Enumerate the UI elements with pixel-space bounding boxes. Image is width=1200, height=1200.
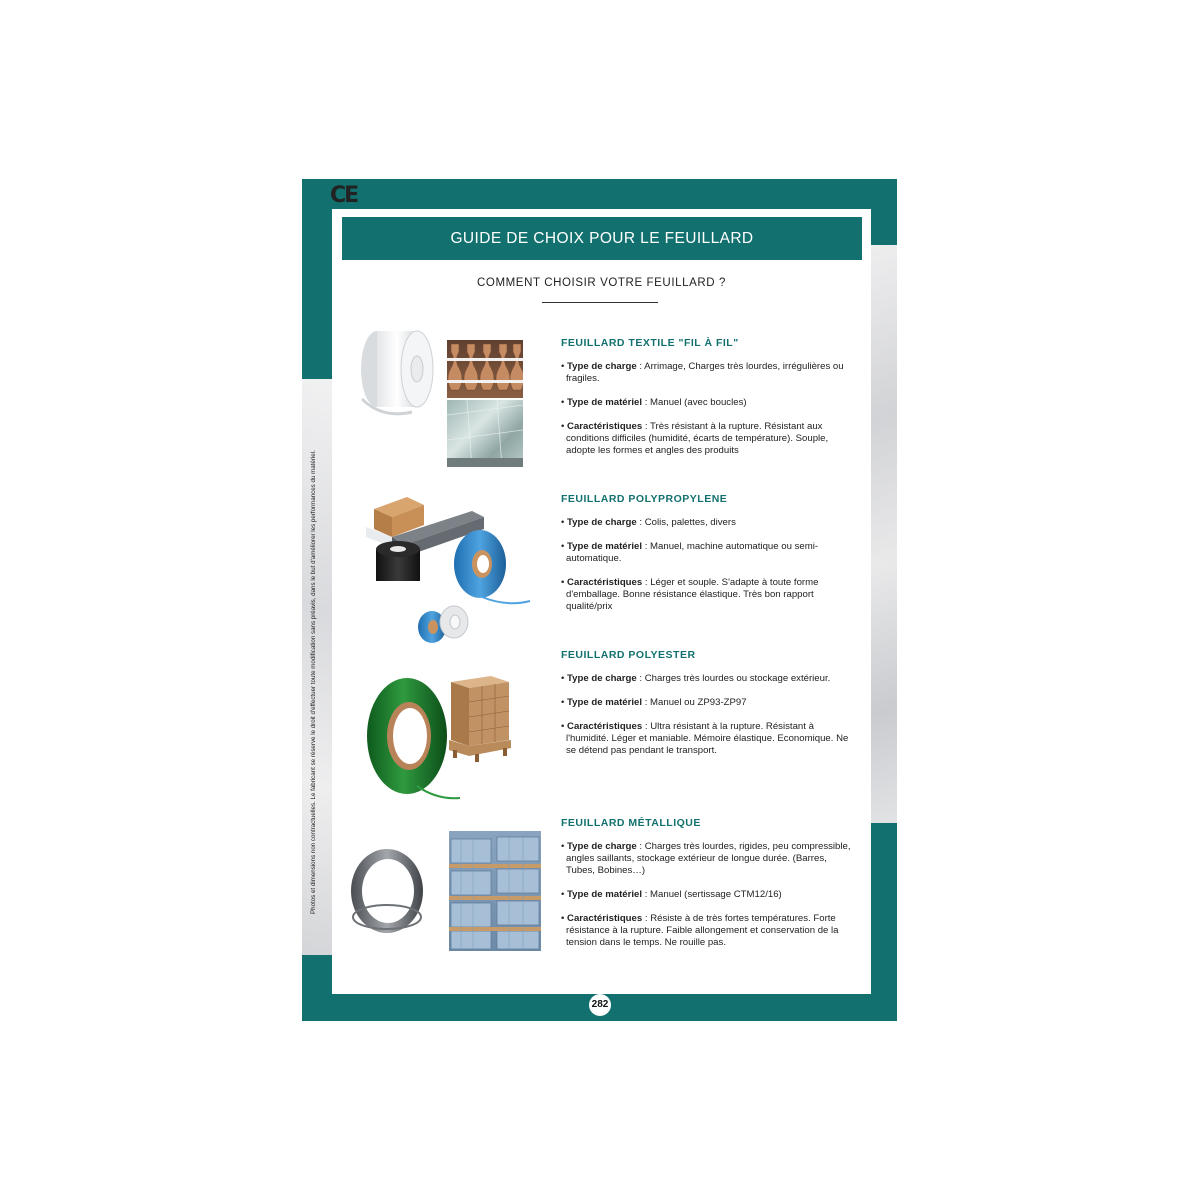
bullet-caracteristiques: • Caractéristiques : Résiste à de très fortes températures. Forte résistance à la rupture. Faible allongement et conservation de la tension dans le temps. Ne rouille pas. <box>561 913 839 948</box>
bullet-type-materiel: • Type de matériel : Manuel (avec boucles) <box>561 397 747 408</box>
section-polyester <box>561 649 851 769</box>
section-title: FEUILLARD MÉTALLIQUE <box>561 817 701 829</box>
bullet-caracteristiques: • Caractéristiques : Très résistant à la rupture. Résistant aux conditions difficiles (humidité, écarts de température). Souple, adopte les formes et angles des produits <box>561 421 829 456</box>
section-title: FEUILLARD POLYPROPYLENE <box>561 493 728 505</box>
textile-strap-roll-image <box>357 324 437 424</box>
steel-tubes-bundles-photo <box>449 831 541 951</box>
polypropylene-strap-image <box>362 489 532 649</box>
glass-panels-photo <box>447 400 523 467</box>
decorative-band-right <box>871 245 897 823</box>
catalog-page <box>302 179 897 1021</box>
bullet-type-materiel: • Type de matériel : Manuel ou ZP93-ZP97 <box>561 697 747 708</box>
bullet-type-materiel: • Type de matériel : Manuel (sertissage CTM12/16) <box>561 889 782 900</box>
bullet-type-charge: • Type de charge : Charges très lourdes, rigides, peu compressible, angles saillants, stockage extérieur de longue durée. (Barres, Tubes, Bobines…) <box>561 841 851 876</box>
section-polypropylene <box>561 493 851 625</box>
ce-mark-icon: CE <box>330 183 358 208</box>
palletized-boxes-image <box>445 674 515 764</box>
page-title: GUIDE DE CHOIX POUR LE FEUILLARD <box>450 230 754 247</box>
section-title: FEUILLARD POLYESTER <box>561 649 696 661</box>
section-title: FEUILLARD TEXTILE "FIL À FIL" <box>561 337 739 349</box>
bullet-type-charge: • Type de charge : Charges très lourdes ou stockage extérieur. <box>561 673 831 684</box>
bullet-type-charge: • Type de charge : Arrimage, Charges très lourdes, irrégulières ou fragiles. <box>561 361 844 384</box>
bullet-caracteristiques: • Caractéristiques : Léger et souple. S'adapte à toute forme d'emballage. Bonne résistance élastique. Très bon rapport qualité/prix <box>561 577 819 612</box>
decorative-band-left <box>302 379 332 955</box>
bullet-caracteristiques: • Caractéristiques : Ultra résistant à la rupture. Résistant à l'humidité. Léger et maniable. Mémoire élastique. Economique. Ne se détend pas pendant le transport. <box>561 721 849 756</box>
section-metallique <box>561 817 851 961</box>
bullet-type-materiel: • Type de matériel : Manuel, machine automatique ou semi-automatique. <box>561 541 819 564</box>
subtitle-divider <box>542 302 658 303</box>
page-number: 282 <box>591 999 609 1010</box>
page-number-badge <box>589 994 611 1016</box>
metal-strap-coil-image <box>347 839 427 939</box>
wooden-balusters-photo <box>447 340 523 398</box>
page-title-bar <box>342 217 862 260</box>
page-subtitle: COMMENT CHOISIR VOTRE FEUILLARD ? <box>477 277 726 289</box>
bullet-type-charge: • Type de charge : Colis, palettes, divers <box>561 517 736 528</box>
side-disclaimer: Photos et dimensions non contractuelles. Le fabricant se réserve le droit d'effectuer toute modification sans préavis, dans le but d'améliorer les performances du matériel. <box>310 450 317 914</box>
section-textile <box>561 337 851 469</box>
